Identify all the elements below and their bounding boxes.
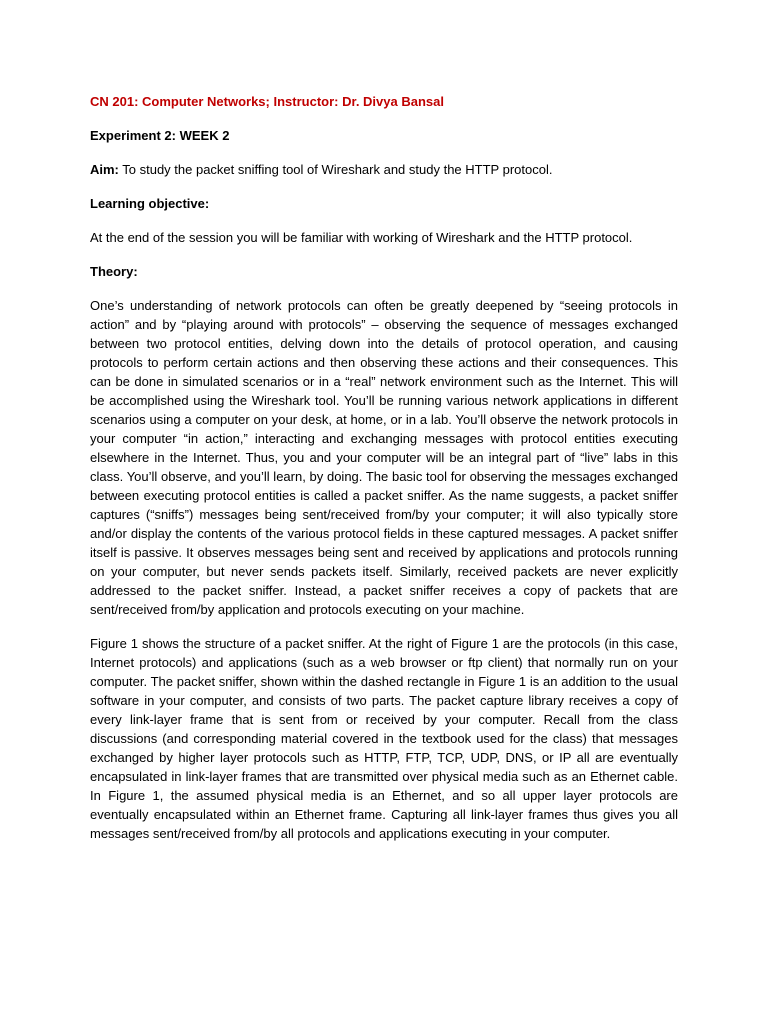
theory-paragraph-2: Figure 1 shows the structure of a packet sniffer. At the right of Figure 1 are the protocols (in this case, Internet protocols) and applications (such as a web browser or ftp client) that normally run on your computer. The packet sniffer, shown within the dashed rectangle in Figure 1 is an addition to the usual software in your computer, and consists of two parts. The packet capture library receives a copy of every link-layer frame that is sent from or received by your computer. Recall from the class discussions (and corresponding material covered in the textbook used for the class) that messages exchanged by higher layer protocols such as HTTP, FTP, TCP, UDP, DNS, or IP all are eventually encapsulated in link-layer frames that are transmitted over physical media such as an Ethernet cable. In Figure 1, the assumed physical media is an Ethernet, and so all upper layer protocols are eventually encapsulated within an Ethernet frame. Capturing all link-layer frames thus gives you all messages sent/received from/by all protocols and applications executing in your computer. bbox=[90, 636, 678, 841]
aim-paragraph bbox=[90, 160, 678, 179]
experiment-heading: Experiment 2: WEEK 2 bbox=[90, 128, 230, 143]
document-page bbox=[90, 92, 678, 858]
learning-objective-heading: Learning objective: bbox=[90, 196, 210, 211]
theory-paragraph-1: One’s understanding of network protocols can often be greatly deepened by “seeing protocols in action” and by “playing around with protocols” – observing the sequence of messages exchanged between two protocol entities, delving down into the details of protocol operation, and causing protocols to perform certain actions and then observing these actions and their consequences. This can be done in simulated scenarios or in a “real” network environment such as the Internet. This will be accomplished using the Wireshark tool. You’ll be running various network applications in different scenarios using a computer on your desk, at home, or in a lab. You’ll observe the network protocols in your computer “in action,” interacting and exchanging messages with protocol entities executing elsewhere in the Internet. Thus, you and your computer will be an integral part of “live” labs in this class. You’ll observe, and you’ll learn, by doing. The basic tool for observing the messages exchanged between executing protocol entities is called a packet sniffer. As the name suggests, a packet sniffer captures (“sniffs”) messages being sent/received from/by your computer; it will also typically store and/or display the contents of the various protocol fields in these captured messages. A packet sniffer itself is passive. It observes messages being sent and received by applications and protocols running on your computer, but never sends packets itself. Similarly, received packets are never explicitly addressed to the packet sniffer. Instead, a packet sniffer receives a copy of packets that are sent/received from/by application and protocols executing on your machine. bbox=[90, 298, 678, 617]
aim-text: To study the packet sniffing tool of Wireshark and study the HTTP protocol. bbox=[118, 162, 553, 177]
course-title: CN 201: Computer Networks; Instructor: Dr. Divya Bansal bbox=[90, 94, 444, 109]
aim-label: Aim: bbox=[90, 162, 119, 177]
theory-heading: Theory: bbox=[90, 264, 138, 279]
learning-objective-text: At the end of the session you will be familiar with working of Wireshark and the HTTP protocol. bbox=[90, 230, 633, 245]
